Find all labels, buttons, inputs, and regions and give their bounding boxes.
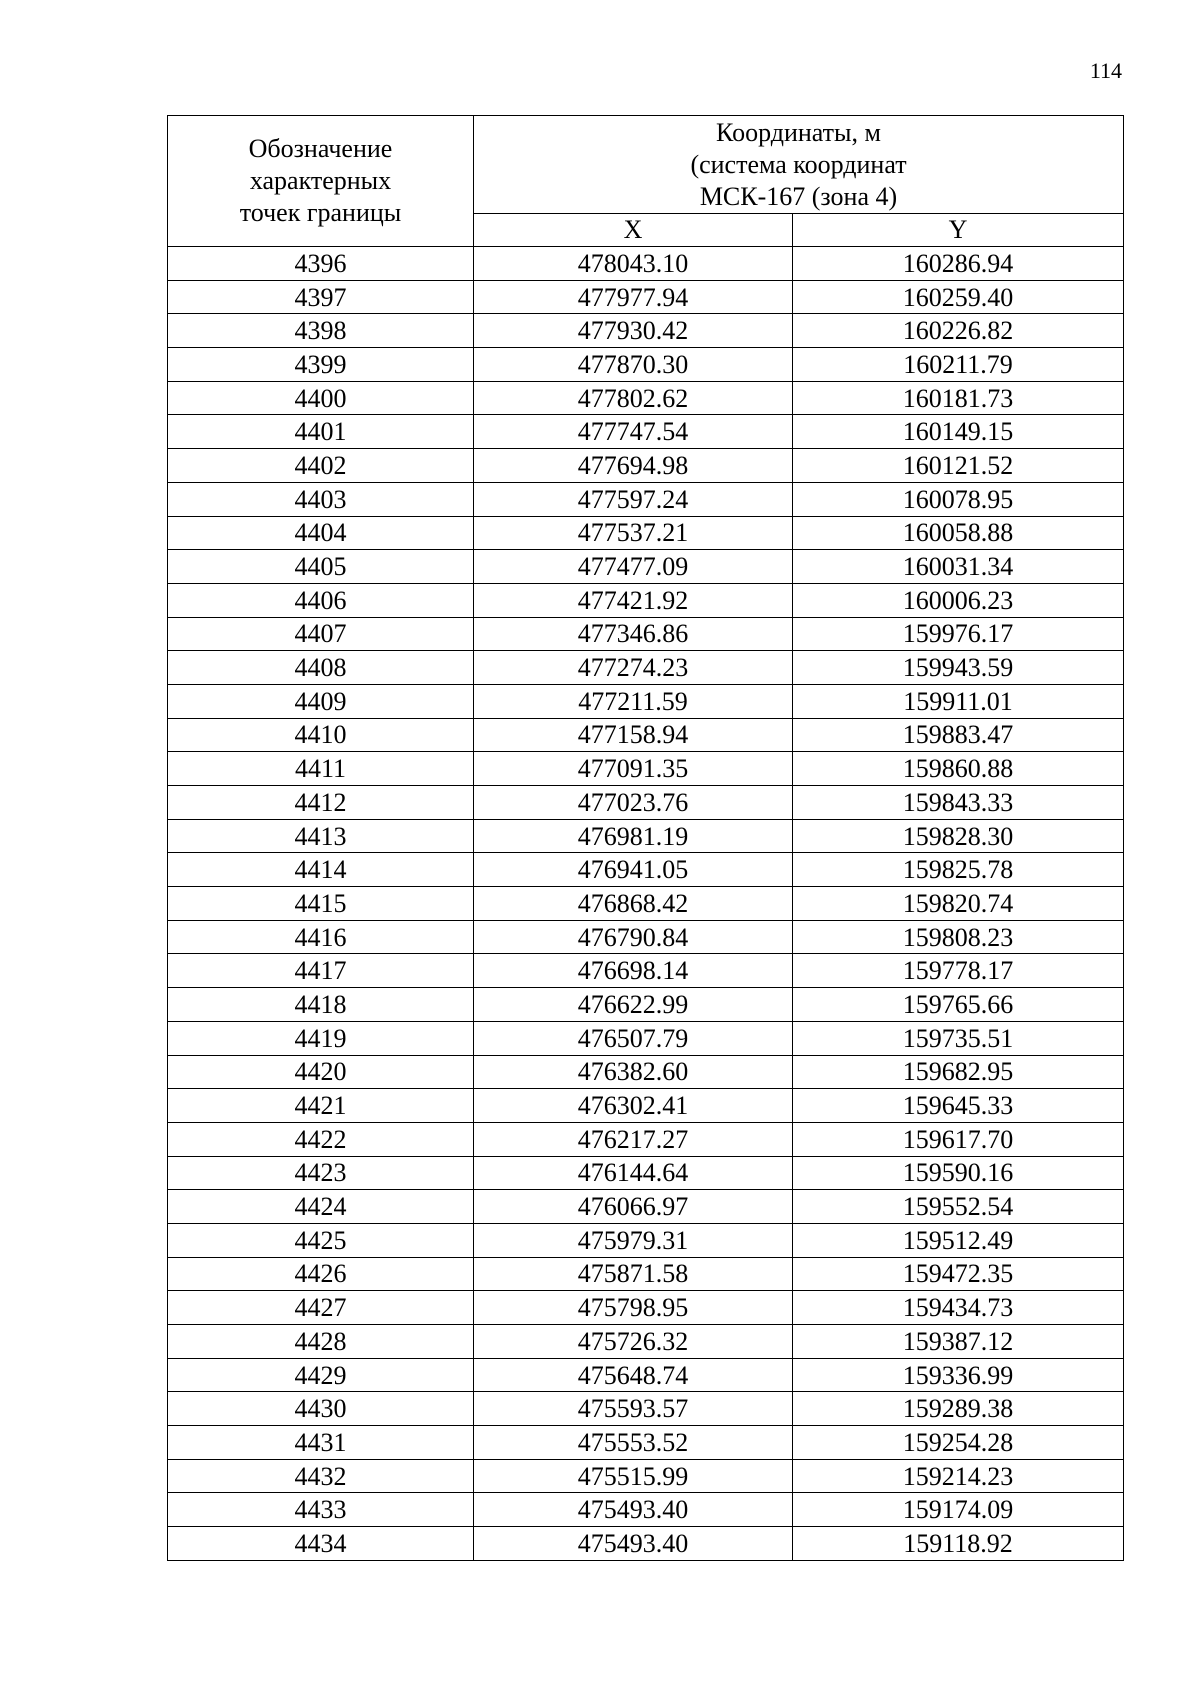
point-cell: 4401: [168, 415, 474, 449]
table-row: [168, 1122, 1124, 1156]
y-coordinate-cell: 159765.66: [793, 988, 1124, 1022]
x-coordinate-cell: 476698.14: [474, 954, 793, 988]
y-coordinate-cell: 159820.74: [793, 887, 1124, 921]
y-coordinate-cell: 159174.09: [793, 1493, 1124, 1527]
table-row: [168, 684, 1124, 718]
y-coordinate-cell: 159434.73: [793, 1291, 1124, 1325]
table-row: [168, 1156, 1124, 1190]
y-coordinate-cell: 160226.82: [793, 314, 1124, 348]
x-coordinate-cell: 476066.97: [474, 1190, 793, 1224]
y-coordinate-cell: 160286.94: [793, 247, 1124, 281]
x-coordinate-cell: 476941.05: [474, 853, 793, 887]
table-row: [168, 1257, 1124, 1291]
point-cell: 4422: [168, 1122, 474, 1156]
table-row: [168, 247, 1124, 281]
table-row: [168, 583, 1124, 617]
table-row: [168, 482, 1124, 516]
y-coordinate-cell: 159682.95: [793, 1055, 1124, 1089]
x-coordinate-cell: 477802.62: [474, 381, 793, 415]
point-cell: 4421: [168, 1089, 474, 1123]
point-cell: 4427: [168, 1291, 474, 1325]
y-coordinate-cell: 159254.28: [793, 1426, 1124, 1460]
point-cell: 4434: [168, 1527, 474, 1561]
y-coordinate-cell: 160149.15: [793, 415, 1124, 449]
point-cell: 4399: [168, 348, 474, 382]
point-cell: 4402: [168, 449, 474, 483]
y-coordinate-cell: 160006.23: [793, 583, 1124, 617]
table-row: [168, 617, 1124, 651]
point-cell: 4420: [168, 1055, 474, 1089]
table-row: [168, 314, 1124, 348]
coordinates-header: [474, 116, 1124, 214]
y-coordinate-cell: 159825.78: [793, 853, 1124, 887]
table-row: [168, 348, 1124, 382]
point-cell: 4430: [168, 1392, 474, 1426]
y-coordinate-cell: 159387.12: [793, 1325, 1124, 1359]
y-coordinate-cell: 159590.16: [793, 1156, 1124, 1190]
point-designation-header: [168, 116, 474, 247]
table-row: [168, 1190, 1124, 1224]
point-cell: 4419: [168, 1021, 474, 1055]
point-cell: 4411: [168, 752, 474, 786]
y-coordinate-cell: 159118.92: [793, 1527, 1124, 1561]
coordinates-table: [167, 115, 1124, 1561]
y-coordinate-cell: 160078.95: [793, 482, 1124, 516]
table-row: [168, 1291, 1124, 1325]
point-cell: 4413: [168, 819, 474, 853]
coords-header-line: МСК-167 (зона 4): [699, 181, 898, 211]
table-row: [168, 651, 1124, 685]
table-row: [168, 786, 1124, 820]
table-row: [168, 1426, 1124, 1460]
x-coordinate-cell: 477346.86: [474, 617, 793, 651]
y-coordinate-cell: 160181.73: [793, 381, 1124, 415]
x-coordinate-cell: 477537.21: [474, 516, 793, 550]
y-coordinate-cell: 159911.01: [793, 684, 1124, 718]
x-coordinate-cell: 477091.35: [474, 752, 793, 786]
x-coordinate-cell: 475515.99: [474, 1459, 793, 1493]
y-coordinate-cell: 159883.47: [793, 718, 1124, 752]
table-row: [168, 1493, 1124, 1527]
table-row: [168, 954, 1124, 988]
coords-header-line: (система координат: [690, 149, 907, 179]
x-coordinate-cell: 475798.95: [474, 1291, 793, 1325]
point-cell: 4408: [168, 651, 474, 685]
x-coordinate-cell: 475493.40: [474, 1493, 793, 1527]
y-coordinate-cell: 159552.54: [793, 1190, 1124, 1224]
y-coordinate-cell: 159472.35: [793, 1257, 1124, 1291]
point-cell: 4406: [168, 583, 474, 617]
table-row: [168, 1021, 1124, 1055]
y-coordinate-cell: 160058.88: [793, 516, 1124, 550]
point-header-line: Обозначение: [248, 134, 393, 163]
x-coordinate-cell: 477158.94: [474, 718, 793, 752]
point-cell: 4426: [168, 1257, 474, 1291]
x-coordinate-cell: 477930.42: [474, 314, 793, 348]
y-coordinate-cell: 159843.33: [793, 786, 1124, 820]
table-row: [168, 752, 1124, 786]
x-column-header: X: [474, 214, 793, 247]
x-coordinate-cell: 477274.23: [474, 651, 793, 685]
y-coordinate-cell: 159512.49: [793, 1223, 1124, 1257]
x-coordinate-cell: 477211.59: [474, 684, 793, 718]
table-row: [168, 1089, 1124, 1123]
x-coordinate-cell: 477597.24: [474, 482, 793, 516]
table-row: [168, 280, 1124, 314]
x-coordinate-cell: 477694.98: [474, 449, 793, 483]
table-row: [168, 516, 1124, 550]
point-cell: 4428: [168, 1325, 474, 1359]
point-cell: 4405: [168, 550, 474, 584]
table-row: [168, 920, 1124, 954]
x-coordinate-cell: 475871.58: [474, 1257, 793, 1291]
x-coordinate-cell: 476507.79: [474, 1021, 793, 1055]
point-cell: 4400: [168, 381, 474, 415]
y-coordinate-cell: 159617.70: [793, 1122, 1124, 1156]
point-cell: 4397: [168, 280, 474, 314]
x-coordinate-cell: 475979.31: [474, 1223, 793, 1257]
x-coordinate-cell: 475553.52: [474, 1426, 793, 1460]
table-row: [168, 988, 1124, 1022]
point-cell: 4423: [168, 1156, 474, 1190]
point-cell: 4416: [168, 920, 474, 954]
point-cell: 4424: [168, 1190, 474, 1224]
point-cell: 4409: [168, 684, 474, 718]
point-cell: 4396: [168, 247, 474, 281]
y-coordinate-cell: 159976.17: [793, 617, 1124, 651]
x-coordinate-cell: 475593.57: [474, 1392, 793, 1426]
point-cell: 4425: [168, 1223, 474, 1257]
y-coordinate-cell: 159860.88: [793, 752, 1124, 786]
table-row: [168, 381, 1124, 415]
x-coordinate-cell: 475648.74: [474, 1358, 793, 1392]
point-cell: 4404: [168, 516, 474, 550]
table-row: [168, 449, 1124, 483]
table-row: [168, 550, 1124, 584]
point-cell: 4407: [168, 617, 474, 651]
table-row: [168, 1358, 1124, 1392]
point-cell: 4412: [168, 786, 474, 820]
x-coordinate-cell: 475493.40: [474, 1527, 793, 1561]
x-coordinate-cell: 476981.19: [474, 819, 793, 853]
y-coordinate-cell: 159943.59: [793, 651, 1124, 685]
point-cell: 4410: [168, 718, 474, 752]
point-header-line: характерных: [249, 166, 392, 195]
x-coordinate-cell: 476302.41: [474, 1089, 793, 1123]
point-cell: 4398: [168, 314, 474, 348]
point-cell: 4403: [168, 482, 474, 516]
point-cell: 4429: [168, 1358, 474, 1392]
x-coordinate-cell: 475726.32: [474, 1325, 793, 1359]
y-column-header: Y: [793, 214, 1124, 247]
table-row: [168, 1392, 1124, 1426]
x-coordinate-cell: 476622.99: [474, 988, 793, 1022]
page-number: 114: [1089, 58, 1122, 83]
x-coordinate-cell: 476868.42: [474, 887, 793, 921]
y-coordinate-cell: 159336.99: [793, 1358, 1124, 1392]
table-row: [168, 1055, 1124, 1089]
x-coordinate-cell: 476382.60: [474, 1055, 793, 1089]
y-coordinate-cell: 159735.51: [793, 1021, 1124, 1055]
table-row: [168, 415, 1124, 449]
point-cell: 4431: [168, 1426, 474, 1460]
y-coordinate-cell: 160031.34: [793, 550, 1124, 584]
table-body: [168, 247, 1124, 1561]
table-row: [168, 1527, 1124, 1561]
x-coordinate-cell: 477977.94: [474, 280, 793, 314]
x-coordinate-cell: 477477.09: [474, 550, 793, 584]
table-row: [168, 1459, 1124, 1493]
point-cell: 4415: [168, 887, 474, 921]
y-coordinate-cell: 159778.17: [793, 954, 1124, 988]
table-row: [168, 853, 1124, 887]
point-cell: 4414: [168, 853, 474, 887]
point-cell: 4432: [168, 1459, 474, 1493]
y-coordinate-cell: 159808.23: [793, 920, 1124, 954]
table-row: [168, 1325, 1124, 1359]
y-coordinate-cell: 159828.30: [793, 819, 1124, 853]
coords-header-line: Координаты, м: [716, 117, 881, 147]
x-coordinate-cell: 477870.30: [474, 348, 793, 382]
point-cell: 4418: [168, 988, 474, 1022]
x-coordinate-cell: 477421.92: [474, 583, 793, 617]
x-coordinate-cell: 478043.10: [474, 247, 793, 281]
y-coordinate-cell: 159289.38: [793, 1392, 1124, 1426]
y-coordinate-cell: 159645.33: [793, 1089, 1124, 1123]
x-coordinate-cell: 476217.27: [474, 1122, 793, 1156]
point-header-line: точек границы: [239, 198, 402, 227]
x-coordinate-cell: 477023.76: [474, 786, 793, 820]
table-row: [168, 819, 1124, 853]
x-coordinate-cell: 476790.84: [474, 920, 793, 954]
y-coordinate-cell: 160121.52: [793, 449, 1124, 483]
y-coordinate-cell: 160259.40: [793, 280, 1124, 314]
point-cell: 4433: [168, 1493, 474, 1527]
y-coordinate-cell: 159214.23: [793, 1459, 1124, 1493]
x-coordinate-cell: 476144.64: [474, 1156, 793, 1190]
y-coordinate-cell: 160211.79: [793, 348, 1124, 382]
table-row: [168, 1223, 1124, 1257]
x-coordinate-cell: 477747.54: [474, 415, 793, 449]
table-row: [168, 887, 1124, 921]
table-row: [168, 718, 1124, 752]
point-cell: 4417: [168, 954, 474, 988]
